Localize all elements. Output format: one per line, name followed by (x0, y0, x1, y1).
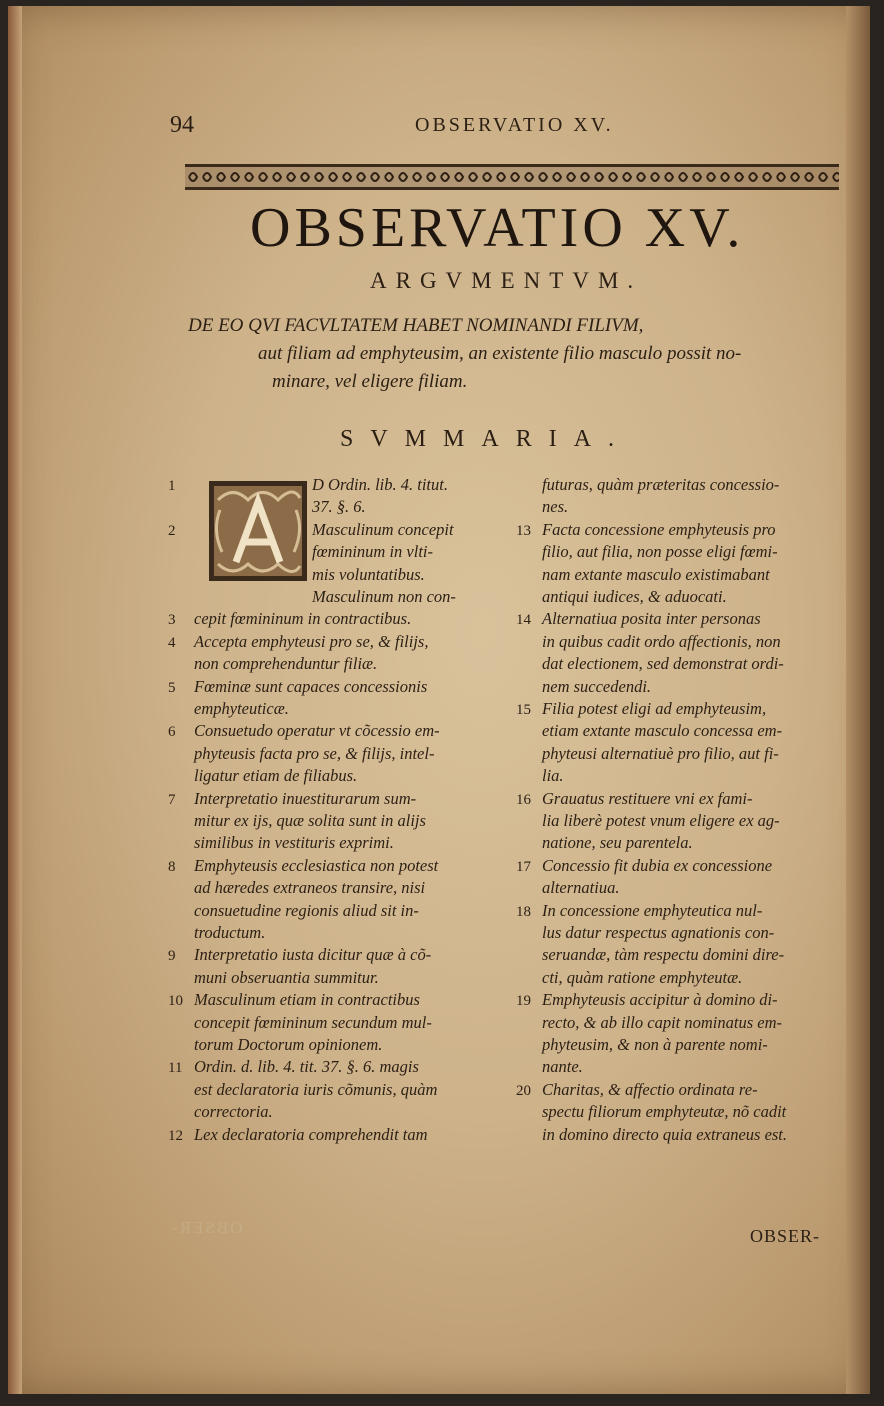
summary-text: antiqui iudices, & aduocati. (542, 587, 727, 606)
summary-line (516, 922, 774, 945)
summary-text: D Ordin. lib. 4. titut. (312, 475, 448, 494)
summary-line (516, 877, 619, 900)
summary-text: similibus in vestituris exprimi. (194, 833, 394, 853)
summary-text: ad hæredes extraneos transire, nisi (194, 878, 426, 898)
summary-text: Grauatus restituere vni ex fami- (542, 788, 753, 808)
summary-text: phyteusi alternatiuè pro filio, aut fi- (542, 743, 779, 763)
page-right-edge (846, 6, 870, 1394)
summary-text: consuetudine regionis aliud sit in- (194, 900, 419, 920)
summary-line (516, 810, 780, 833)
summary-text: Accepta emphyteusi pro se, & filijs, (194, 631, 429, 651)
summary-number: 19 (516, 993, 531, 1010)
summary-line (516, 832, 693, 855)
summary-text: torum Doctorum opinionem. (194, 1035, 383, 1054)
summary-text: filio, aut filia, non posse eligi fœmi- (542, 542, 778, 562)
summary-line (516, 900, 762, 924)
summary-text: Interpretatio iusta dicitur quæ à cõ- (194, 945, 432, 965)
summary-text: cti, quàm ratione emphyteutæ. (542, 967, 743, 987)
argumentum-heading: ARGVMENTVM. (370, 268, 643, 293)
summary-line (516, 1101, 786, 1124)
summary-number: 17 (516, 858, 531, 875)
summary-text: Lex declaratoria comprehendit tam (194, 1124, 428, 1144)
summary-text: futuras, quàm præteritas concessio- (542, 475, 780, 494)
summary-text: Fœminæ sunt capaces concessionis (194, 676, 428, 696)
summary-text: troductum. (194, 923, 266, 942)
summary-number: 18 (516, 903, 531, 920)
summary-text: muni obseruantia summitur. (194, 967, 379, 987)
page-left-edge (8, 6, 22, 1394)
summary-text: mis voluntatibus. (312, 564, 425, 584)
summary-line (168, 608, 411, 632)
summary-line (168, 855, 438, 879)
summary-line (516, 1034, 768, 1057)
summary-number: 2 (168, 522, 176, 539)
summary-text: Alternatiua posita inter personas (542, 609, 761, 629)
summary-line (168, 541, 433, 564)
summary-number: 16 (516, 791, 531, 808)
summary-number: 6 (168, 724, 176, 741)
summary-line (168, 810, 426, 833)
summary-line (168, 519, 454, 543)
summary-line (168, 1012, 432, 1035)
summary-text: lus datur respectus agnationis con- (542, 923, 775, 942)
summary-line (168, 1101, 273, 1124)
summary-text: correctoria. (194, 1102, 273, 1122)
summary-line (168, 967, 379, 990)
summary-text: cepit fœmininum in contractibus. (194, 609, 412, 629)
summary-line (516, 564, 770, 587)
summary-text: lia. (542, 766, 564, 786)
summary-text: spectu filiorum emphyteutæ, nõ cadit (542, 1102, 787, 1122)
catchword: OBSER- (750, 1226, 821, 1246)
summary-line (516, 1124, 787, 1147)
summary-line (168, 720, 440, 744)
summary-text: Emphyteusis accipitur à domino di- (542, 990, 778, 1010)
summary-text: In concessione emphyteutica nul- (542, 900, 763, 920)
summary-text: natione, seu parentela. (542, 833, 693, 853)
summary-line (168, 877, 425, 900)
summary-line (516, 1056, 583, 1079)
summary-number: 12 (168, 1127, 183, 1144)
summary-line (168, 743, 434, 766)
summary-line (516, 496, 568, 519)
summary-text: emphyteuticæ. (194, 699, 289, 718)
summary-line (168, 765, 357, 788)
summary-number: 11 (168, 1060, 183, 1077)
summary-line (516, 720, 782, 743)
summary-line (516, 989, 778, 1013)
summary-line (168, 1079, 437, 1102)
summary-text: fœmininum in vlti- (312, 542, 433, 562)
summary-text: est declaratoria iuris cõmunis, quàm (194, 1079, 438, 1099)
summary-line (516, 743, 779, 766)
page-header (170, 110, 640, 144)
summary-line (168, 653, 377, 676)
bleed-through-text: OBSER- (170, 1218, 243, 1237)
summary-line (516, 608, 761, 632)
summary-number: 7 (168, 791, 176, 808)
summary-line (516, 541, 778, 564)
summary-number: 20 (516, 1082, 531, 1099)
summary-text: Masculinum non con- (312, 587, 456, 606)
argument-line: DE EO QVI FACVLTATEM HABET NOMINANDI FILIVM, (188, 315, 644, 336)
summary-text: non comprehenduntur filiæ. (194, 654, 378, 674)
summary-text: recto, & ab illo capit nominatus em- (542, 1012, 782, 1032)
summary-number: 1 (168, 478, 176, 494)
summary-text: in quibus cadit ordo affectionis, non (542, 631, 781, 651)
summary-line (516, 586, 727, 609)
summary-line (168, 944, 431, 968)
summary-line (168, 989, 420, 1013)
summary-text: Emphyteusis ecclesiastica non potest (194, 855, 439, 875)
summary-number: 9 (168, 948, 176, 965)
summary-line (516, 676, 651, 699)
observation-title: OBSERVATIO XV. (250, 197, 745, 259)
summary-line (168, 900, 419, 923)
summary-text: Interpretatio inuestiturarum sum- (194, 788, 417, 808)
summary-number: 15 (516, 702, 531, 718)
summary-text: Charitas, & affectio ordinata re- (542, 1079, 758, 1099)
summary-line (516, 698, 766, 722)
summary-text: nem succedendi. (542, 676, 652, 696)
summary-line (168, 1056, 419, 1080)
summary-text: nante. (542, 1057, 583, 1077)
summary-text: seruandæ, tàm respectu domini dire- (542, 945, 785, 965)
summary-text: etiam extante masculo concessa em- (542, 721, 783, 741)
summaria-heading: SVMMARIA. (340, 426, 632, 452)
summary-number: 14 (516, 612, 531, 629)
summary-text: nes. (542, 497, 569, 517)
summary-text: concepit fœmininum secundum mul- (194, 1012, 432, 1032)
summary-number: 5 (168, 679, 176, 696)
summary-text: Masculinum etiam in contractibus (194, 990, 420, 1010)
argument-line: minare, vel eligere filiam. (272, 371, 468, 392)
page-number: 94 (170, 112, 194, 138)
summary-line (168, 586, 456, 609)
summary-line (168, 631, 428, 655)
summary-line (516, 967, 742, 990)
summary-line (168, 496, 366, 519)
summary-text: lia liberè potest vnum eligere ex ag- (542, 811, 780, 830)
summary-line (516, 653, 784, 676)
summary-text: in domino directo quia extraneus est. (542, 1124, 788, 1144)
summary-line (168, 832, 394, 855)
summary-line (516, 944, 784, 967)
summary-line (516, 519, 776, 543)
summary-text: phyteusis facta pro se, & filijs, intel- (194, 743, 435, 763)
summary-line (516, 1079, 758, 1103)
summary-line (168, 1034, 382, 1057)
summary-text: Consuetudo operatur vt cõcessio em- (194, 721, 440, 741)
summary-line (168, 1124, 428, 1148)
argument-line: aut filiam ad emphyteusim, an existente filio masculo possit no- (258, 343, 742, 364)
summary-number: 4 (168, 634, 176, 651)
summary-text: Ordin. d. lib. 4. tit. 37. §. 6. magis (194, 1057, 419, 1077)
running-head: OBSERVATIO XV. (415, 114, 614, 136)
summary-line (516, 765, 564, 788)
summary-text: Facta concessione emphyteusis pro (542, 519, 776, 539)
summary-line (516, 788, 753, 812)
ornament-band (185, 162, 839, 192)
summary-line (516, 631, 781, 654)
summary-line (168, 788, 416, 812)
summary-number: 3 (168, 612, 176, 629)
summary-number: 10 (168, 993, 183, 1010)
summary-text: mitur ex ijs, quæ solita sunt in alijs (194, 811, 426, 830)
summary-text: ligatur etiam de filiabus. (194, 766, 358, 786)
summary-line (168, 922, 265, 945)
summary-text: phyteusim, & non à parente nomi- (542, 1035, 768, 1054)
summary-line (168, 698, 289, 721)
summary-text: 37. §. 6. (312, 497, 366, 517)
summary-text: Filia potest eligi ad emphyteusim, (542, 699, 767, 718)
summary-line (168, 474, 448, 498)
summary-line (516, 474, 779, 497)
summary-line (168, 564, 425, 587)
summary-number: 13 (516, 522, 531, 539)
summary-text: alternatiua. (542, 878, 620, 898)
summary-text: dat electionem, sed demonstrat ordi- (542, 654, 784, 674)
summary-text: Concessio fit dubia ex concessione (542, 855, 773, 875)
summary-line (168, 676, 427, 700)
summary-line (516, 1012, 782, 1035)
summary-text: Masculinum concepit (312, 519, 454, 539)
summary-number: 8 (168, 858, 176, 875)
summary-text: nam extante masculo existimabant (542, 564, 770, 584)
summary-line (516, 855, 772, 879)
